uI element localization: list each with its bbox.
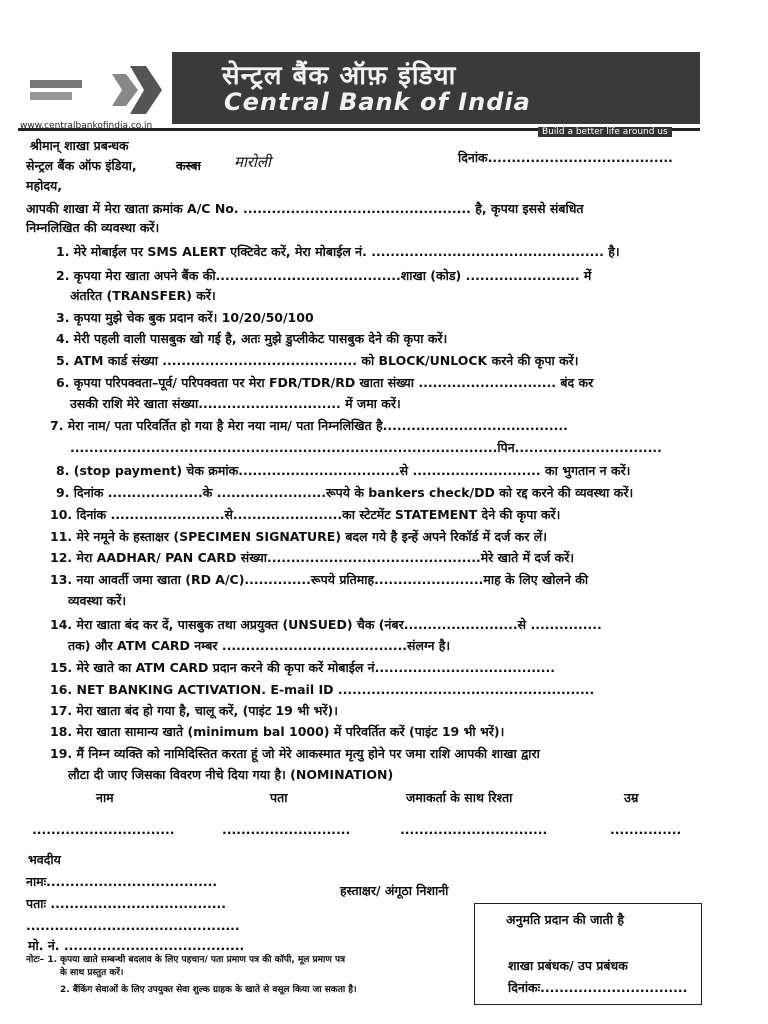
nominee-col-relation: जमाकर्ता के साथ रिश्ता bbox=[406, 790, 513, 805]
item-7-cont: ..........................................................................................पिन............................... bbox=[70, 440, 662, 455]
branch-struck: कस्बा bbox=[176, 158, 201, 173]
yours-faithfully: भवदीय bbox=[28, 852, 61, 867]
item-13: 13. नया आवर्ती जमा खाता (RD A/C)..............रूपये प्रतिमाह.......................माह के लिए खोलने की bbox=[50, 572, 589, 587]
item-12: 12. मेरा AADHAR/ PAN CARD संख्या.............................................मेरे खाते में दर्ज करें। bbox=[50, 550, 575, 565]
item-3: 3. कृपया मुझे चेक बुक प्रदान करें। 10/20/50/100 bbox=[56, 310, 314, 325]
item-4: 4. मेरी पहली वाली पासबुक खो गई है, अतः मुझे डुप्लीकेट पासबुक देने की कृपा करें। bbox=[56, 331, 448, 346]
item-5: 5. ATM कार्ड संख्या ......................................... को BLOCK/UNLOCK करने की कृपा करें। bbox=[56, 353, 579, 368]
item-9: 9. दिनांक ....................के .......................रूपये के bankers check/DD को रद्द करने की व्यवस्था करें। bbox=[56, 485, 634, 500]
nominee-relation-field: ............................... bbox=[400, 822, 548, 837]
item-1: 1. मेरे मोबाईल पर SMS ALERT एक्टिवेट करें, मेरा मोबाईल नं. ................................................. है। bbox=[56, 244, 620, 259]
item-19-cont: लौटा दी जाए जिसका विवरण नीचे दिया गया है। (NOMINATION) bbox=[68, 767, 394, 782]
intro-line-1: आपकी शाखा में मेरा खाता क्रमांक A/C No. ................................................ है, कृपया इससे संबधित bbox=[26, 201, 584, 216]
item-6: 6. कृपया परिपक्वता–पूर्व/ परिपक्वता पर मेरा FDR/TDR/RD खाता संख्या ............................. बंद कर bbox=[56, 375, 594, 390]
note-1-cont: के साथ प्रस्तुत करें। bbox=[60, 968, 124, 978]
nominee-address-field: ........................... bbox=[222, 822, 351, 837]
customer-name-field: नामः.................................... bbox=[26, 874, 218, 889]
bank-website: www.centralbankofindia.co.in bbox=[20, 121, 153, 131]
item-14: 14. मेरा खाता बंद कर दें, पासबुक तथा अप्रयुक्त (UNSUED) चैक (नंबर........................से ............... bbox=[50, 617, 602, 632]
item-11: 11. मेरे नमूने के हस्ताक्षर (SPECIMEN SIGNATURE) बदल गये है इन्हें अपने रिकॉर्ड में दर्ज कर लें। bbox=[50, 529, 548, 544]
central-bank-logo-icon bbox=[26, 56, 166, 120]
customer-address-field-2: ............................................. bbox=[26, 918, 240, 933]
note-1: नोटः– 1. कृपया खाते सम्बन्धी बदलाव के लिए पहचान/ पता प्रमाण पत्र की कॉपी, मूल प्रमाण पत्र bbox=[26, 955, 346, 965]
approval-date-field: दिनांकः............................... bbox=[508, 980, 688, 995]
intro-line-2: निम्नलिखित की व्यवस्था करें। bbox=[26, 220, 160, 235]
bank-line: सेन्ट्रल बैंक ऑफ इंडिया, bbox=[26, 158, 137, 173]
bank-name-english: Central Bank of India bbox=[224, 88, 531, 116]
item-6-cont: उसकी राशि मेरे खाता संख्या.............................. में जमा करें। bbox=[70, 396, 401, 411]
item-2-cont: अंतरित (TRANSFER) करें। bbox=[70, 288, 216, 303]
note-2: 2. बैंकिंग सेवाओं के लिए उपयुक्त सेवा शुल्क ग्राहक के खाते से वसूल किया जा सकता है। bbox=[60, 985, 357, 995]
approval-text: अनुमति प्रदान की जाती है bbox=[506, 912, 625, 927]
date-field: दिनांक....................................... bbox=[458, 150, 673, 165]
signature-label: हस्ताक्षर/ अंगूठा निशानी bbox=[340, 883, 449, 898]
nominee-col-age: उम्र bbox=[624, 790, 639, 805]
item-8: 8. (stop payment) चेक क्रमांक..................................से ........................... का भुगतान न करें। bbox=[56, 463, 631, 478]
manager-label: शाखा प्रबंधक/ उप प्रबंधक bbox=[508, 958, 628, 973]
item-13-cont: व्यवस्था करें। bbox=[68, 593, 127, 608]
item-10: 10. दिनांक ........................से.......................का स्टेटमेंट STATEMENT देने की कृपा करें। bbox=[50, 507, 561, 522]
nominee-age-field: ............... bbox=[610, 822, 682, 837]
customer-mobile-field: मो. नं. ...................................... bbox=[28, 938, 245, 953]
item-15: 15. मेरे खाते का ATM CARD प्रदान करने की कृपा करें मोबाईल नं...................................... bbox=[50, 660, 556, 675]
branch-handwritten: मारोली bbox=[234, 153, 271, 171]
item-18: 18. मेरा खाता सामान्य खाते (minimum bal 1000) में परिवर्तित करें (पाइंट 19 भी भरें)। bbox=[50, 724, 505, 739]
nominee-col-address: पता bbox=[270, 790, 288, 805]
bank-tagline: Build a better life around us bbox=[538, 127, 672, 137]
item-14-cont: तक) और ATM CARD नम्बर .......................................संलग्न है। bbox=[68, 638, 451, 653]
customer-address-field: पताः ..................................... bbox=[26, 896, 227, 911]
addressee: श्रीमान् शाखा प्रबन्धक bbox=[30, 138, 129, 153]
nominee-name-field: .............................. bbox=[32, 822, 175, 837]
item-19: 19. मैं निम्न व्यक्ति को नामिदिस्तित करता हूं जो मेरे आकस्मात मृत्यु होने पर जमा राशि आपकी शाखा द्वारा bbox=[50, 746, 540, 761]
bank-name-hindi: सेन्ट्रल बैंक ऑफ़ इंडिया bbox=[222, 61, 457, 91]
item-7: 7. मेरा नाम/ पता परिवर्तित हो गया है मेरा नया नाम/ पता निम्नलिखित है....................................... bbox=[50, 418, 568, 433]
item-17: 17. मेरा खाता बंद हो गया है, चालू करें, (पाइंट 19 भी भरें)। bbox=[50, 703, 338, 718]
nominee-col-name: नाम bbox=[96, 790, 114, 805]
item-16: 16. NET BANKING ACTIVATION. E-mail ID ...................................................... bbox=[50, 682, 595, 697]
sir: महोदय, bbox=[26, 178, 62, 193]
item-2: 2. कृपया मेरा खाता अपने बैंक की.......................................शाखा (कोड) ........................ में bbox=[56, 268, 592, 283]
